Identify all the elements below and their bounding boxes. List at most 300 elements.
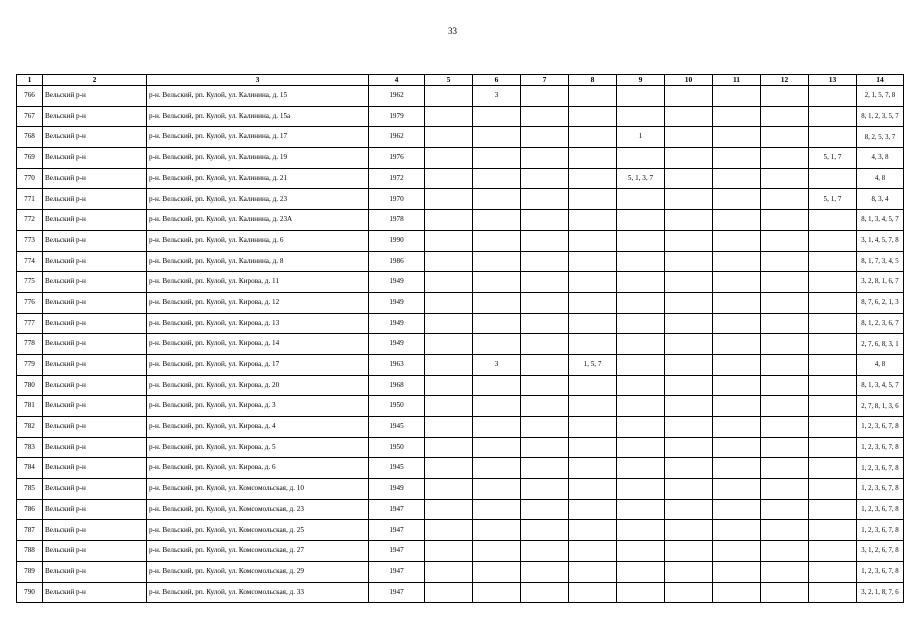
col14-cell <box>857 437 904 458</box>
col11-cell <box>713 86 761 107</box>
col6-cell <box>473 313 521 334</box>
col8-cell <box>569 561 617 582</box>
col9-cell <box>617 520 665 541</box>
col5-cell <box>425 437 473 458</box>
col14-cell <box>857 458 904 479</box>
col9-cell <box>617 582 665 603</box>
col9-cell <box>617 251 665 272</box>
col13-cell <box>809 86 857 107</box>
col7-cell <box>521 272 569 293</box>
col14-cell <box>857 292 904 313</box>
col10-cell <box>665 86 713 107</box>
column-header-7: 7 <box>521 75 569 86</box>
col7-cell <box>521 210 569 231</box>
col13-cell <box>809 354 857 375</box>
col14-cell <box>857 230 904 251</box>
district-cell: Вельский р-н <box>43 189 147 210</box>
col6-cell <box>473 334 521 355</box>
col14-cell <box>857 520 904 541</box>
col8-cell <box>569 375 617 396</box>
col7-cell <box>521 458 569 479</box>
col9-cell <box>617 210 665 231</box>
year-cell: 1986 <box>369 251 425 272</box>
district-cell: Вельский р-н <box>43 148 147 169</box>
col14-text: 3, 1, 4, 5, 7, 8 <box>861 237 899 245</box>
address-cell: р-н. Вельский, рп. Кулой, ул. Калинина, д. 6 <box>147 230 369 251</box>
column-header-12: 12 <box>761 75 809 86</box>
col13-cell <box>809 251 857 272</box>
col6-cell <box>473 148 521 169</box>
district-cell: Вельский р-н <box>43 313 147 334</box>
col9-cell <box>617 375 665 396</box>
col12-cell <box>761 127 809 148</box>
col13-cell <box>809 106 857 127</box>
col6-cell <box>473 582 521 603</box>
col6-cell <box>473 230 521 251</box>
table-body <box>17 86 904 603</box>
col13-cell <box>809 520 857 541</box>
col6-cell <box>473 168 521 189</box>
address-cell: р-н. Вельский, рп. Кулой, ул. Кирова, д. 12 <box>147 292 369 313</box>
col12-cell <box>761 86 809 107</box>
year-cell: 1950 <box>369 437 425 458</box>
table-row <box>17 582 904 603</box>
col14-text: 1, 2, 3, 6, 7, 8 <box>861 443 899 451</box>
col5-cell <box>425 251 473 272</box>
table-row <box>17 354 904 375</box>
col11-cell <box>713 561 761 582</box>
row-number-cell: 773 <box>17 230 43 251</box>
col11-cell <box>713 582 761 603</box>
col8-cell <box>569 210 617 231</box>
col14-cell <box>857 148 904 169</box>
col7-cell <box>521 375 569 396</box>
col13-cell <box>809 541 857 562</box>
col13-cell: 5, 1, 7 <box>809 148 857 169</box>
row-number-cell: 771 <box>17 189 43 210</box>
col13-cell <box>809 437 857 458</box>
col14-cell <box>857 168 904 189</box>
col8-cell <box>569 499 617 520</box>
row-number-cell: 785 <box>17 479 43 500</box>
col6-cell <box>473 479 521 500</box>
col11-cell <box>713 127 761 148</box>
col6-cell <box>473 520 521 541</box>
col9-cell <box>617 561 665 582</box>
year-cell: 1945 <box>369 417 425 438</box>
column-header-2: 2 <box>43 75 147 86</box>
table-row <box>17 417 904 438</box>
table-row <box>17 292 904 313</box>
col11-cell <box>713 499 761 520</box>
col11-cell <box>713 251 761 272</box>
district-cell: Вельский р-н <box>43 292 147 313</box>
col14-text: 1, 2, 3, 6, 7, 8 <box>861 423 899 431</box>
table-row <box>17 313 904 334</box>
col5-cell <box>425 127 473 148</box>
table-row <box>17 479 904 500</box>
district-cell: Вельский р-н <box>43 86 147 107</box>
year-cell: 1979 <box>369 106 425 127</box>
col14-text: 1, 2, 3, 6, 7, 8 <box>861 526 899 534</box>
col8-cell: 1, 5, 7 <box>569 354 617 375</box>
row-number-cell: 768 <box>17 127 43 148</box>
year-cell: 1962 <box>369 127 425 148</box>
address-cell: р-н. Вельский, рп. Кулой, ул. Калинина, д. 17 <box>147 127 369 148</box>
col5-cell <box>425 561 473 582</box>
address-cell: р-н. Вельский, рп. Кулой, ул. Калинина, д. 23 <box>147 189 369 210</box>
col6-cell: 3 <box>473 86 521 107</box>
address-cell: р-н. Вельский, рп. Кулой, ул. Комсомольская, д. 10 <box>147 479 369 500</box>
row-number-cell: 790 <box>17 582 43 603</box>
table-row <box>17 334 904 355</box>
col14-text: 8, 3, 4 <box>871 195 889 203</box>
address-cell: р-н. Вельский, рп. Кулой, ул. Комсомольская, д. 23 <box>147 499 369 520</box>
address-cell: р-н. Вельский, рп. Кулой, ул. Кирова, д. 17 <box>147 354 369 375</box>
col14-text: 8, 1, 3, 4, 5, 7 <box>861 381 899 389</box>
col11-cell <box>713 106 761 127</box>
col14-cell <box>857 396 904 417</box>
col10-cell <box>665 520 713 541</box>
district-cell: Вельский р-н <box>43 541 147 562</box>
col11-cell <box>713 520 761 541</box>
district-cell: Вельский р-н <box>43 251 147 272</box>
col14-text: 1, 2, 3, 6, 7, 8 <box>861 568 899 576</box>
table-row <box>17 148 904 169</box>
col5-cell <box>425 86 473 107</box>
address-cell: р-н. Вельский, рп. Кулой, ул. Кирова, д. 3 <box>147 396 369 417</box>
year-cell: 1978 <box>369 210 425 231</box>
row-number-cell: 782 <box>17 417 43 438</box>
table-row <box>17 375 904 396</box>
column-header-4: 4 <box>369 75 425 86</box>
col5-cell <box>425 499 473 520</box>
col6-cell <box>473 375 521 396</box>
col10-cell <box>665 354 713 375</box>
table-row <box>17 251 904 272</box>
col14-text: 2, 1, 5, 7, 8 <box>864 92 896 100</box>
col5-cell <box>425 168 473 189</box>
col11-cell <box>713 417 761 438</box>
address-cell: р-н. Вельский, рп. Кулой, ул. Калинина, д. 21 <box>147 168 369 189</box>
year-cell: 1947 <box>369 582 425 603</box>
address-cell: р-н. Вельский, рп. Кулой, ул. Кирова, д. 14 <box>147 334 369 355</box>
col5-cell <box>425 375 473 396</box>
col10-cell <box>665 561 713 582</box>
district-cell: Вельский р-н <box>43 230 147 251</box>
year-cell: 1949 <box>369 479 425 500</box>
col13-cell <box>809 561 857 582</box>
col12-cell <box>761 582 809 603</box>
district-cell: Вельский р-н <box>43 168 147 189</box>
column-header-6: 6 <box>473 75 521 86</box>
district-cell: Вельский р-н <box>43 499 147 520</box>
col7-cell <box>521 189 569 210</box>
table-row <box>17 127 904 148</box>
col10-cell <box>665 168 713 189</box>
table-row <box>17 272 904 293</box>
row-number-cell: 767 <box>17 106 43 127</box>
col12-cell <box>761 272 809 293</box>
col14-cell <box>857 541 904 562</box>
col6-cell <box>473 396 521 417</box>
col14-cell <box>857 210 904 231</box>
col10-cell <box>665 148 713 169</box>
col5-cell <box>425 541 473 562</box>
col7-cell <box>521 499 569 520</box>
row-number-cell: 779 <box>17 354 43 375</box>
year-cell: 1947 <box>369 499 425 520</box>
col8-cell <box>569 148 617 169</box>
col12-cell <box>761 541 809 562</box>
row-number-cell: 788 <box>17 541 43 562</box>
col6-cell <box>473 437 521 458</box>
col5-cell <box>425 313 473 334</box>
row-number-cell: 777 <box>17 313 43 334</box>
col12-cell <box>761 168 809 189</box>
col12-cell <box>761 417 809 438</box>
row-number-cell: 789 <box>17 561 43 582</box>
col14-cell <box>857 334 904 355</box>
col13-cell <box>809 334 857 355</box>
row-number-cell: 772 <box>17 210 43 231</box>
col7-cell <box>521 148 569 169</box>
address-cell: р-н. Вельский, рп. Кулой, ул. Калинина, д. 8 <box>147 251 369 272</box>
col11-cell <box>713 148 761 169</box>
col11-cell <box>713 189 761 210</box>
year-cell: 1970 <box>369 189 425 210</box>
col10-cell <box>665 375 713 396</box>
col10-cell <box>665 230 713 251</box>
col5-cell <box>425 396 473 417</box>
col5-cell <box>425 417 473 438</box>
col10-cell <box>665 127 713 148</box>
table-row <box>17 210 904 231</box>
address-cell: р-н. Вельский, рп. Кулой, ул. Калинина, д. 23А <box>147 210 369 231</box>
col7-cell <box>521 292 569 313</box>
year-cell: 1990 <box>369 230 425 251</box>
row-number-cell: 770 <box>17 168 43 189</box>
col11-cell <box>713 313 761 334</box>
col14-text: 3, 2, 8, 1, 6, 7 <box>861 278 899 286</box>
col14-text: 8, 2, 5, 3, 7 <box>864 133 896 141</box>
col6-cell <box>473 458 521 479</box>
col7-cell <box>521 582 569 603</box>
col5-cell <box>425 272 473 293</box>
col6-cell <box>473 561 521 582</box>
col9-cell <box>617 292 665 313</box>
year-cell: 1949 <box>369 334 425 355</box>
col10-cell <box>665 499 713 520</box>
col10-cell <box>665 437 713 458</box>
col11-cell <box>713 354 761 375</box>
col12-cell <box>761 499 809 520</box>
col5-cell <box>425 582 473 603</box>
col11-cell <box>713 272 761 293</box>
table-row <box>17 437 904 458</box>
table-row <box>17 561 904 582</box>
col7-cell <box>521 86 569 107</box>
col10-cell <box>665 582 713 603</box>
col14-cell <box>857 251 904 272</box>
row-number-cell: 774 <box>17 251 43 272</box>
col7-cell <box>521 561 569 582</box>
col11-cell <box>713 479 761 500</box>
col12-cell <box>761 189 809 210</box>
col12-cell <box>761 375 809 396</box>
district-cell: Вельский р-н <box>43 437 147 458</box>
year-cell: 1945 <box>369 458 425 479</box>
col11-cell <box>713 292 761 313</box>
col7-cell <box>521 541 569 562</box>
col9-cell <box>617 106 665 127</box>
col12-cell <box>761 396 809 417</box>
table-row <box>17 86 904 107</box>
col5-cell <box>425 106 473 127</box>
col7-cell <box>521 313 569 334</box>
address-cell: р-н. Вельский, рп. Кулой, ул. Кирова, д. 4 <box>147 417 369 438</box>
col6-cell <box>473 499 521 520</box>
col5-cell <box>425 334 473 355</box>
col6-cell <box>473 210 521 231</box>
col9-cell <box>617 189 665 210</box>
col5-cell <box>425 479 473 500</box>
col14-text: 3, 1, 2, 6, 7, 8 <box>861 547 899 555</box>
col14-cell <box>857 189 904 210</box>
col11-cell <box>713 396 761 417</box>
col12-cell <box>761 354 809 375</box>
col13-cell <box>809 292 857 313</box>
year-cell: 1949 <box>369 292 425 313</box>
col8-cell <box>569 334 617 355</box>
col9-cell: 5, 1, 3, 7 <box>617 168 665 189</box>
column-header-3: 3 <box>147 75 369 86</box>
col13-cell: 5, 1, 7 <box>809 189 857 210</box>
year-cell: 1962 <box>369 86 425 107</box>
address-cell: р-н. Вельский, рп. Кулой, ул. Кирова, д. 6 <box>147 458 369 479</box>
col12-cell <box>761 437 809 458</box>
column-header-13: 13 <box>809 75 857 86</box>
col7-cell <box>521 354 569 375</box>
row-number-cell: 776 <box>17 292 43 313</box>
register-table <box>16 74 904 603</box>
col7-cell <box>521 251 569 272</box>
district-cell: Вельский р-н <box>43 272 147 293</box>
row-number-cell: 787 <box>17 520 43 541</box>
district-cell: Вельский р-н <box>43 354 147 375</box>
col9-cell <box>617 230 665 251</box>
address-cell: р-н. Вельский, рп. Кулой, ул. Комсомольская, д. 29 <box>147 561 369 582</box>
col7-cell <box>521 168 569 189</box>
col10-cell <box>665 417 713 438</box>
district-cell: Вельский р-н <box>43 561 147 582</box>
district-cell: Вельский р-н <box>43 479 147 500</box>
col8-cell <box>569 458 617 479</box>
year-cell: 1972 <box>369 168 425 189</box>
col11-cell <box>713 375 761 396</box>
col14-text: 8, 1, 2, 3, 6, 7 <box>861 319 899 327</box>
year-cell: 1947 <box>369 541 425 562</box>
col12-cell <box>761 251 809 272</box>
col10-cell <box>665 251 713 272</box>
col9-cell <box>617 148 665 169</box>
col7-cell <box>521 417 569 438</box>
col11-cell <box>713 210 761 231</box>
col14-cell <box>857 272 904 293</box>
col14-text: 8, 1, 7, 3, 4, 5 <box>861 257 899 265</box>
year-cell: 1968 <box>369 375 425 396</box>
table-row <box>17 106 904 127</box>
col7-cell <box>521 230 569 251</box>
col6-cell <box>473 189 521 210</box>
col10-cell <box>665 479 713 500</box>
address-cell: р-н. Вельский, рп. Кулой, ул. Кирова, д. 13 <box>147 313 369 334</box>
col6-cell <box>473 272 521 293</box>
col10-cell <box>665 458 713 479</box>
col9-cell <box>617 541 665 562</box>
year-cell: 1963 <box>369 354 425 375</box>
col10-cell <box>665 210 713 231</box>
address-cell: р-н. Вельский, рп. Кулой, ул. Кирова, д. 5 <box>147 437 369 458</box>
col8-cell <box>569 479 617 500</box>
col12-cell <box>761 561 809 582</box>
table-row <box>17 396 904 417</box>
col7-cell <box>521 437 569 458</box>
col8-cell <box>569 582 617 603</box>
col10-cell <box>665 106 713 127</box>
col10-cell <box>665 334 713 355</box>
row-number-cell: 769 <box>17 148 43 169</box>
col8-cell <box>569 230 617 251</box>
col9-cell <box>617 396 665 417</box>
district-cell: Вельский р-н <box>43 375 147 396</box>
address-cell: р-н. Вельский, рп. Кулой, ул. Кирова, д. 11 <box>147 272 369 293</box>
district-cell: Вельский р-н <box>43 417 147 438</box>
col12-cell <box>761 210 809 231</box>
col14-cell <box>857 375 904 396</box>
col6-cell: 3 <box>473 354 521 375</box>
col5-cell <box>425 230 473 251</box>
table-row <box>17 458 904 479</box>
col14-cell <box>857 582 904 603</box>
row-number-cell: 775 <box>17 272 43 293</box>
address-cell: р-н. Вельский, рп. Кулой, ул. Кирова, д. 20 <box>147 375 369 396</box>
year-cell: 1976 <box>369 148 425 169</box>
district-cell: Вельский р-н <box>43 127 147 148</box>
year-cell: 1949 <box>369 272 425 293</box>
column-header-9: 9 <box>617 75 665 86</box>
col14-cell <box>857 561 904 582</box>
col8-cell <box>569 437 617 458</box>
col12-cell <box>761 106 809 127</box>
col5-cell <box>425 520 473 541</box>
col11-cell <box>713 437 761 458</box>
col6-cell <box>473 292 521 313</box>
col12-cell <box>761 479 809 500</box>
col5-cell <box>425 148 473 169</box>
col14-cell <box>857 106 904 127</box>
col6-cell <box>473 541 521 562</box>
col7-cell <box>521 396 569 417</box>
col9-cell <box>617 313 665 334</box>
col9-cell <box>617 272 665 293</box>
col9-cell <box>617 458 665 479</box>
col10-cell <box>665 292 713 313</box>
col14-text: 4, 3, 8 <box>871 154 889 162</box>
col14-cell <box>857 479 904 500</box>
col14-text: 2, 7, 8, 1, 3, 6 <box>861 402 899 410</box>
col12-cell <box>761 520 809 541</box>
